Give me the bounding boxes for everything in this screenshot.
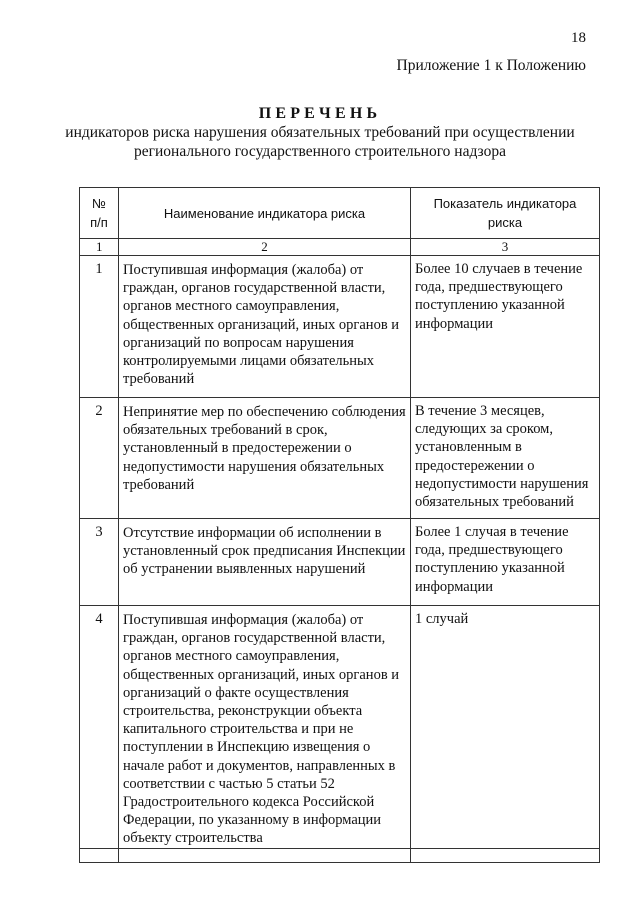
document-subtitle: индикаторов риска нарушения обязательных требований при осуществлении регионального государственного строительного надзора xyxy=(65,124,575,160)
column-number-2: 2 xyxy=(119,239,411,256)
table-row xyxy=(80,398,600,519)
indicator-value: Более 1 случая в течение года, предшествующего поступлению указанной информации xyxy=(411,519,600,606)
empty-cell xyxy=(411,848,600,862)
column-number-3: 3 xyxy=(411,239,600,256)
row-number: 2 xyxy=(80,398,119,519)
header-num: № п/п xyxy=(80,188,119,239)
row-number: 4 xyxy=(80,606,119,849)
indicator-name: Поступившая информация (жалоба) от граждан, органов государственной власти, органов местного самоуправления, общественных организаций, иных органов и организаций по вопросам нарушения контролируемыми лицами обязательных требований xyxy=(119,256,411,398)
page-number: 18 xyxy=(571,30,586,46)
indicator-name: Отсутствие информации об исполнении в установленный срок предписания Инспекции об устранении выявленных нарушений xyxy=(119,519,411,606)
empty-row xyxy=(80,848,600,862)
row-number: 1 xyxy=(80,256,119,398)
indicator-value: В течение 3 месяцев, следующих за сроком, установленным в предостережении о недопустимости нарушения обязательных требований xyxy=(411,398,600,519)
column-number-row xyxy=(80,239,600,256)
indicator-value: Более 10 случаев в течение года, предшествующего поступлению указанной информации xyxy=(411,256,600,398)
table-row xyxy=(80,256,600,398)
table-row xyxy=(80,519,600,606)
indicator-value: 1 случай xyxy=(411,606,600,849)
indicator-name: Поступившая информация (жалоба) от граждан, органов государственной власти, органов местного самоуправления, общественных организаций, иных органов и организаций о факте осуществления строительства, реконструкции объекта капитального строительства и при не поступлении в Инспекцию извещения о начале работ и документов, направленных в соответствии с частью 5 статьи 52 Градостроительного кодекса Российской Федерации, по указанному в информации объекту строительства xyxy=(119,606,411,849)
table-header-row xyxy=(80,188,600,239)
column-number-1: 1 xyxy=(80,239,119,256)
row-number: 3 xyxy=(80,519,119,606)
empty-cell xyxy=(80,848,119,862)
header-value: Показатель индикатора риска xyxy=(411,188,600,239)
indicator-name: Непринятие мер по обеспечению соблюдения обязательных требований в срок, установленный в предостережении о недопустимости нарушения обязательных требований xyxy=(119,398,411,519)
table-row xyxy=(80,606,600,849)
document-title: ПЕРЕЧЕНЬ xyxy=(258,105,382,122)
empty-cell xyxy=(119,848,411,862)
appendix-label: Приложение 1 к Положению xyxy=(396,57,586,74)
header-name: Наименование индикатора риска xyxy=(119,188,411,239)
risk-indicators-table xyxy=(79,187,600,863)
